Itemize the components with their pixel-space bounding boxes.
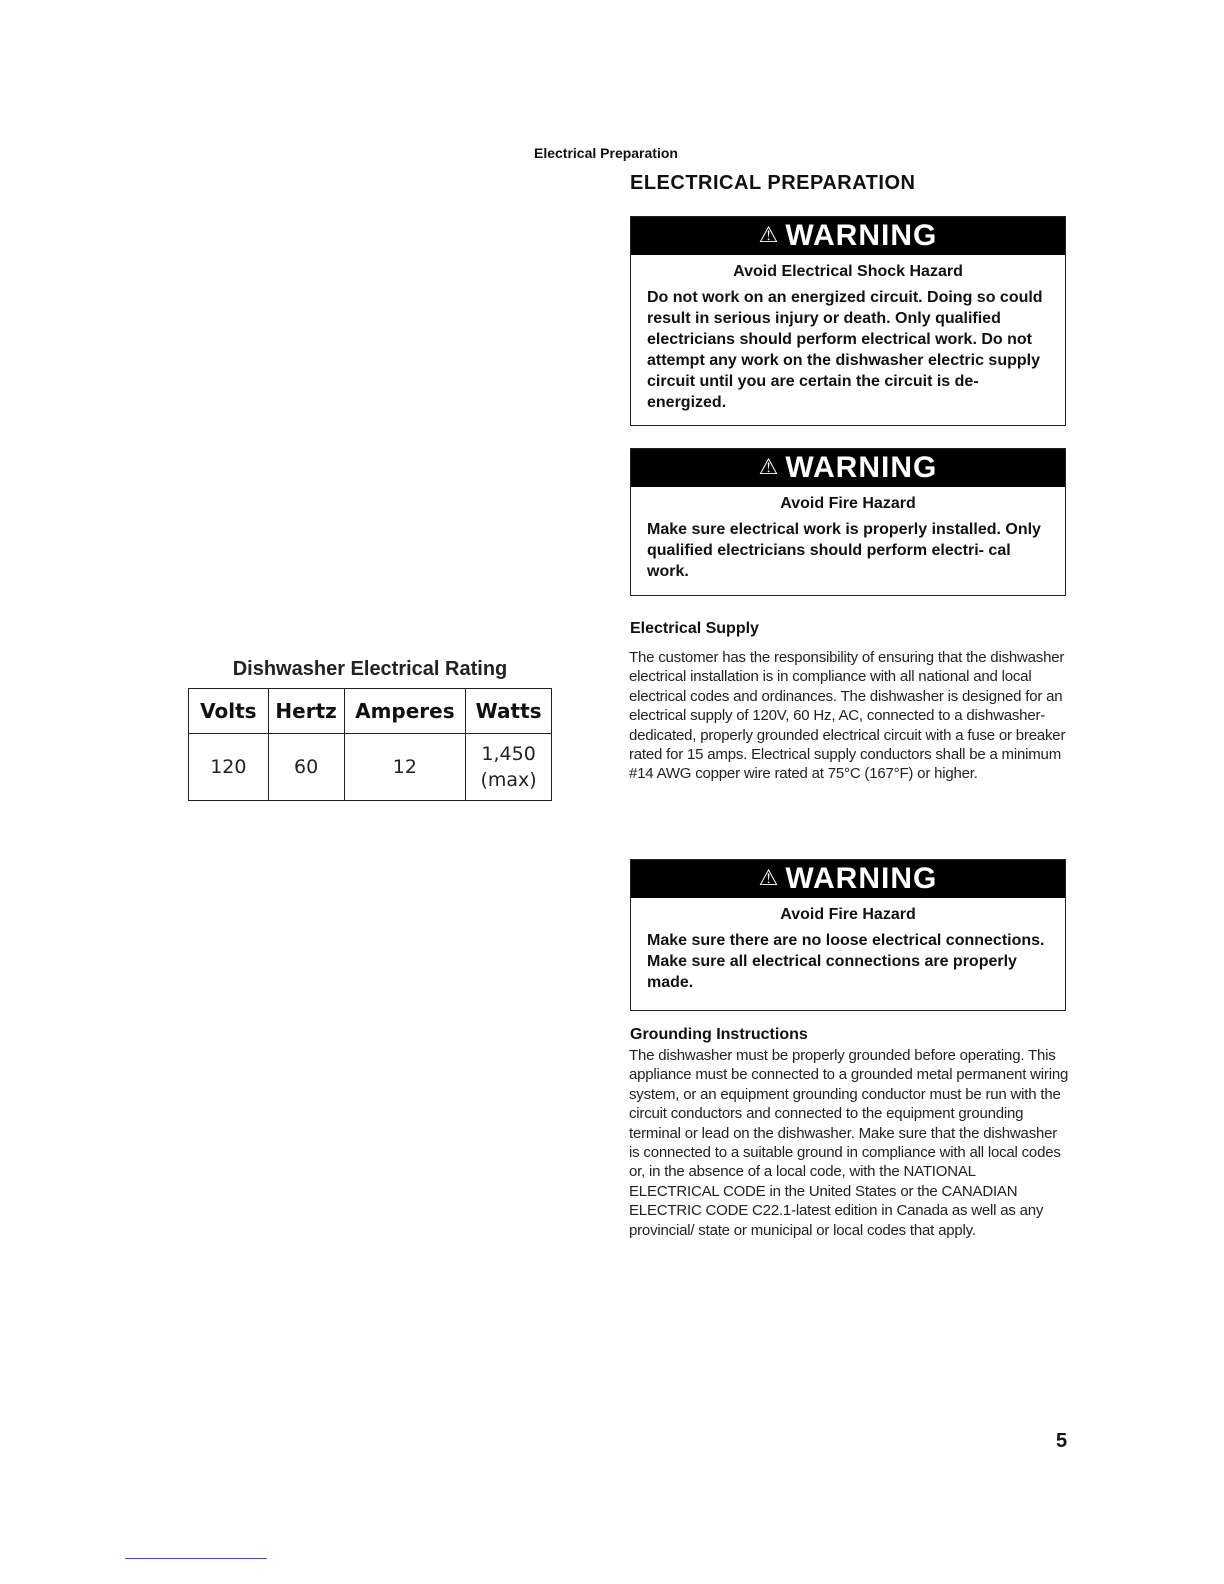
warning-body-text: Do not work on an energized circuit. Doing so could result in serious injury or death. Only qualified electricians should perform electrical work. Do not attempt any work on the dishwasher electric supply circuit until you are certain the circuit is de-energized. xyxy=(647,289,1043,411)
warning-banner xyxy=(631,449,1065,487)
column-header-volts: Volts xyxy=(189,689,269,734)
warning-box-shock xyxy=(630,216,1066,426)
section-title: ELECTRICAL PREPARATION xyxy=(630,172,916,194)
column-header-hertz: Hertz xyxy=(268,689,344,734)
grounding-heading: Grounding Instructions xyxy=(630,1026,808,1043)
warning-label: WARNING xyxy=(785,219,938,252)
warning-hazard-title: Avoid Fire Hazard xyxy=(780,906,916,923)
warning-banner xyxy=(631,217,1065,255)
electrical-supply-heading: Electrical Supply xyxy=(630,620,759,637)
warning-label: WARNING xyxy=(785,862,938,895)
cell-volts: 120 xyxy=(189,734,269,801)
warning-triangle-icon: ⚠ xyxy=(758,222,780,247)
cell-hertz: 60 xyxy=(268,734,344,801)
warning-triangle-icon: ⚠ xyxy=(758,865,780,890)
table-header-row xyxy=(189,689,552,734)
warning-hazard-title: Avoid Fire Hazard xyxy=(780,495,916,512)
bottom-rule xyxy=(125,1558,267,1559)
grounding-text: The dishwasher must be properly grounded before operating. This appliance must be connected to a grounded metal permanent wiring system, or an equipment grounding conductor must be run with the circuit conductors and connected to the equipment grounding terminal or lead on the dishwasher. Make sure that the dishwasher is connected to a suitable ground in compliance with all local codes or, in the absence of a local code, with the NATIONAL ELECTRICAL CODE in the United States or the CANADIAN ELECTRIC CODE C22.1-latest edition in Canada as well as any provincial/ state or municipal or local codes that apply. xyxy=(629,1047,1069,1239)
warning-body-text: Make sure electrical work is properly installed. Only qualified electricians should perform electri- cal work. xyxy=(647,521,1041,580)
warning-box-fire-1 xyxy=(630,448,1066,596)
column-header-amperes: Amperes xyxy=(344,689,466,734)
warning-body-text: Make sure there are no loose electrical connections. Make sure all electrical connections are properly made. xyxy=(647,932,1045,991)
running-head: Electrical Preparation xyxy=(534,145,678,161)
cell-watts: 1,450 (max) xyxy=(466,734,552,801)
electrical-supply-text: The customer has the responsibility of ensuring that the dishwasher electrical installation is in compliance with all national and local electrical codes and ordinances. The dishwasher is designed for an electrical supply of 120V, 60 Hz, AC, connected to a dishwasher-dedicated, properly grounded electrical circuit with a fuse or breaker rated for 15 amps. Electrical supply conductors shall be a minimum #14 AWG copper wire rated at 75°C (167°F) or higher. xyxy=(629,649,1066,783)
cell-amperes: 12 xyxy=(344,734,466,801)
warning-hazard-title: Avoid Electrical Shock Hazard xyxy=(733,263,963,280)
electrical-rating-table xyxy=(188,688,552,801)
warning-box-fire-2 xyxy=(630,859,1066,1011)
page-number: 5 xyxy=(1056,1430,1068,1452)
rating-table-title: Dishwasher Electrical Rating xyxy=(232,658,508,680)
warning-banner xyxy=(631,860,1065,898)
column-header-watts: Watts xyxy=(466,689,552,734)
table-row xyxy=(189,734,552,801)
warning-triangle-icon: ⚠ xyxy=(758,454,780,479)
warning-label: WARNING xyxy=(785,451,938,484)
